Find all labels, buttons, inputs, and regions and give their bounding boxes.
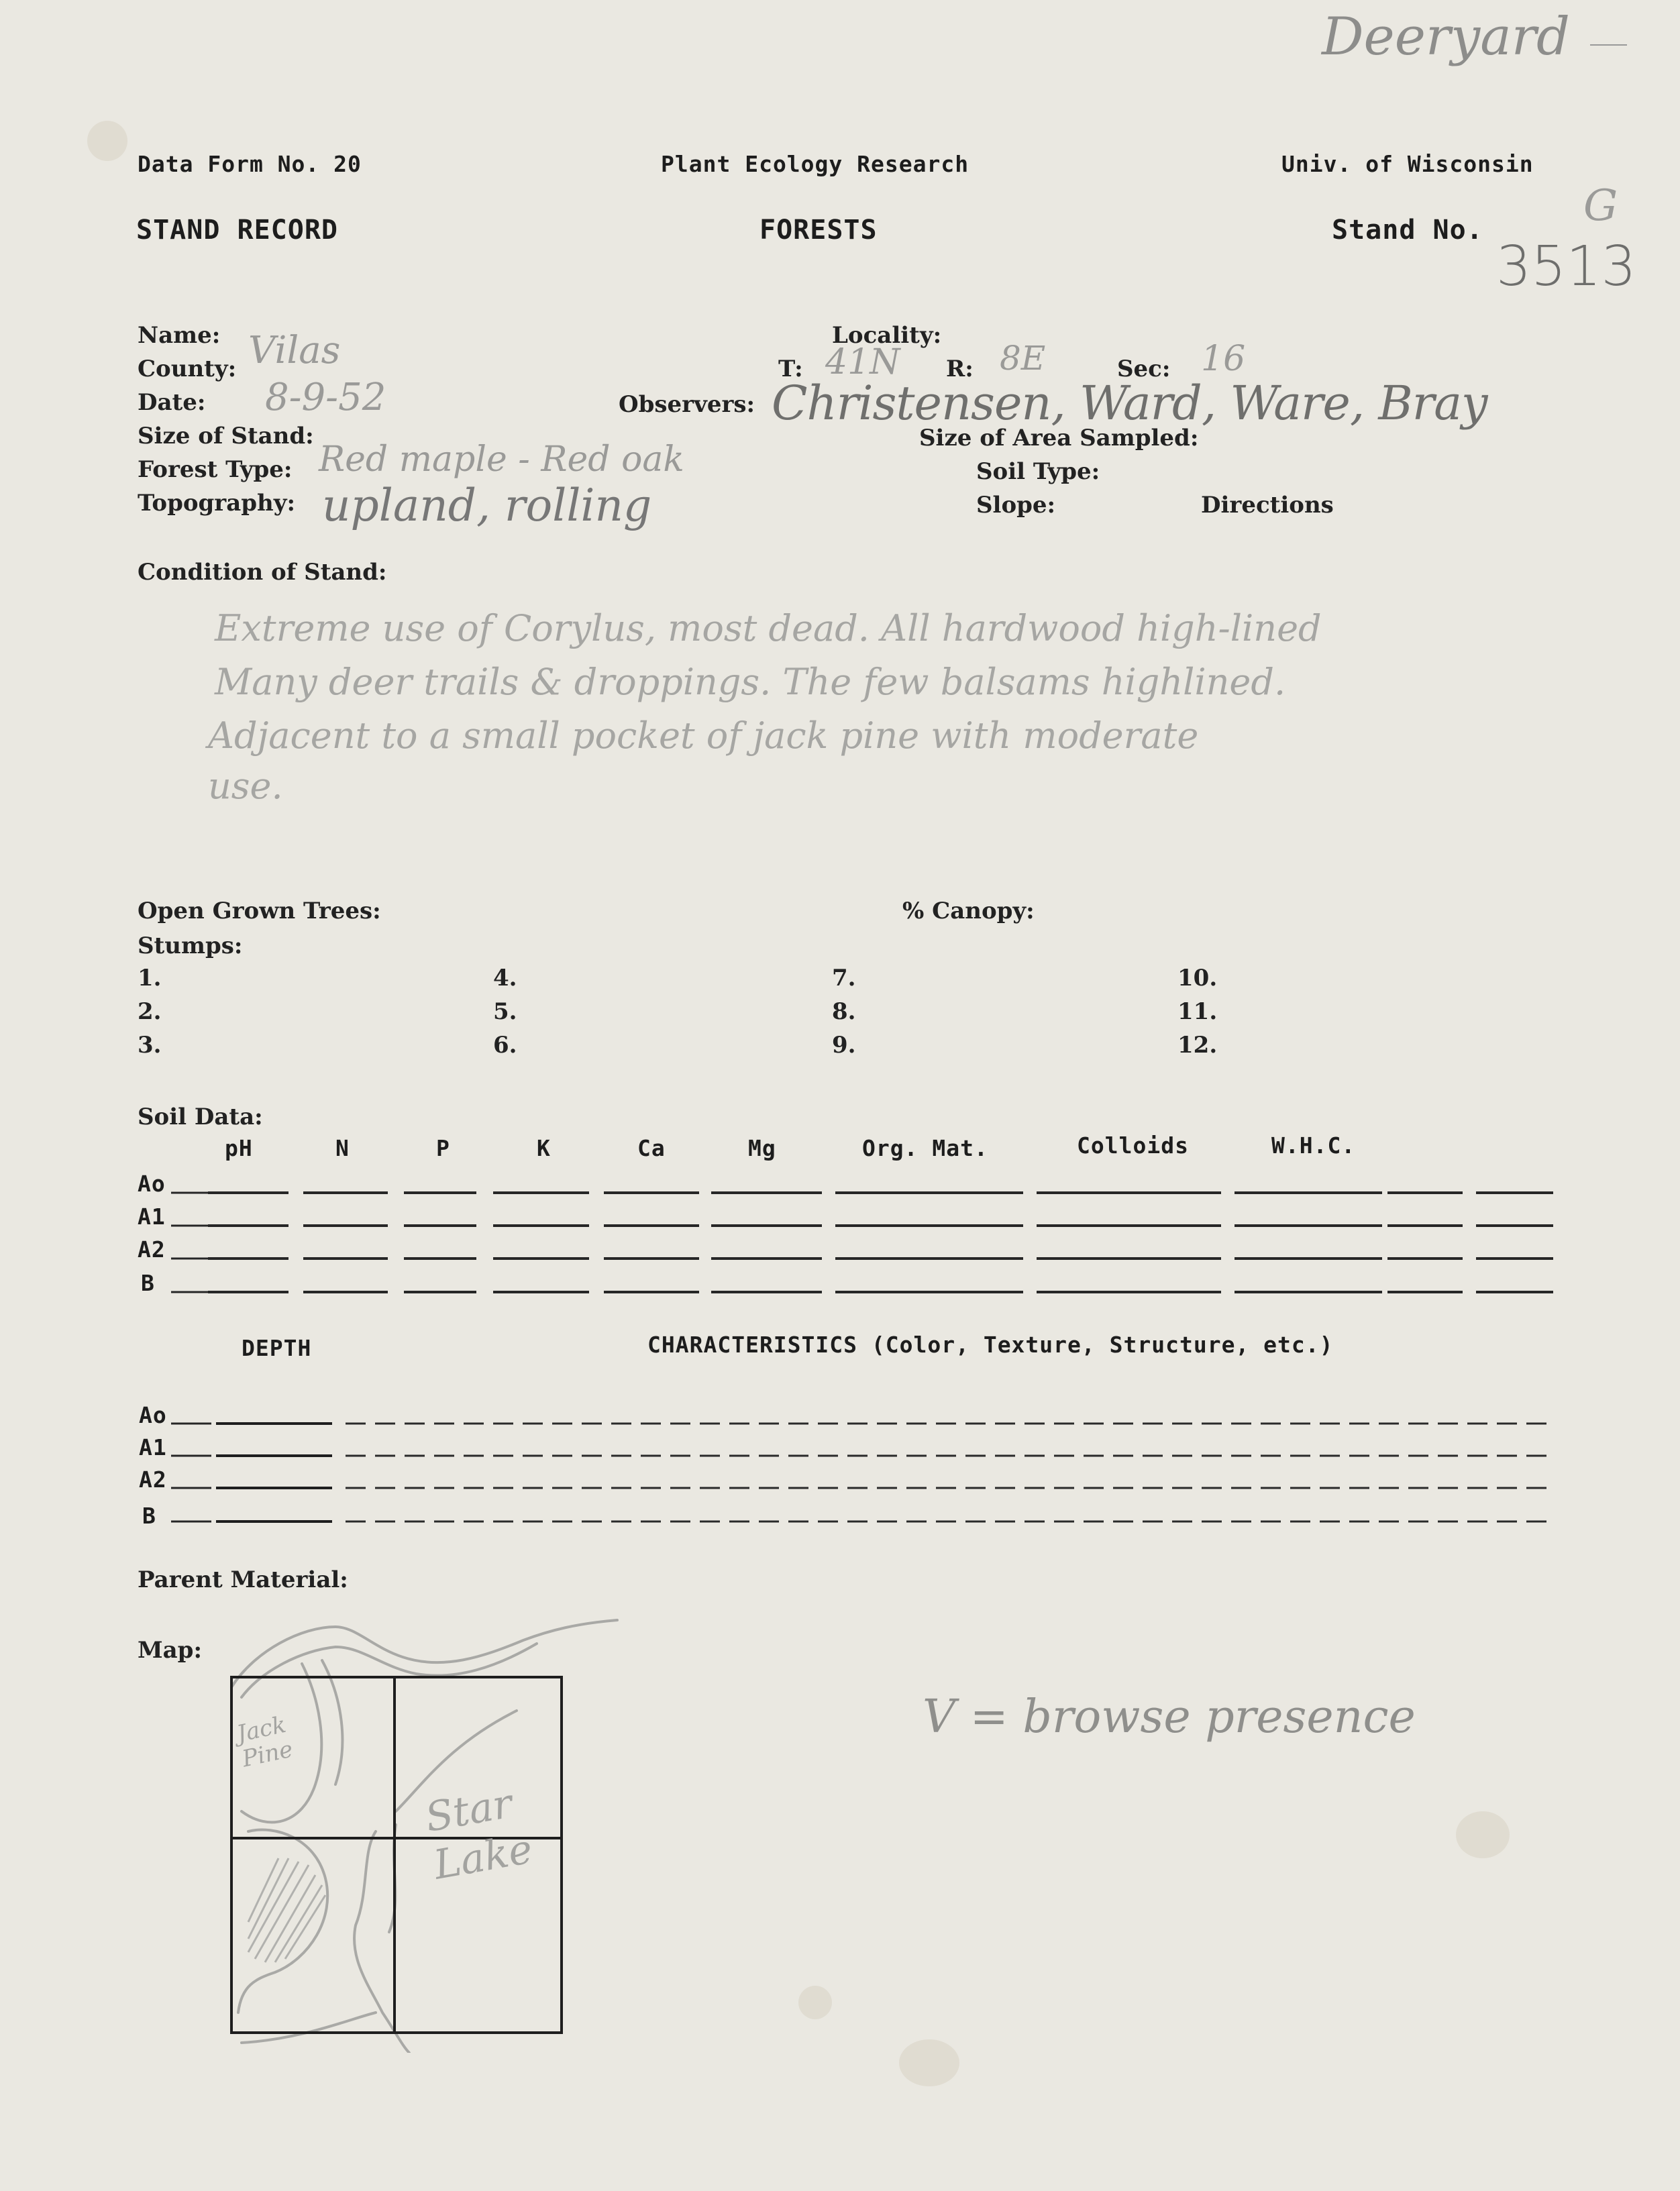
depth-row-label: Ao xyxy=(139,1402,167,1428)
soil-row-label: A2 xyxy=(138,1236,166,1263)
county-value: Vilas xyxy=(248,329,341,372)
range-label: R: xyxy=(946,356,974,382)
forest-type-label: Forest Type: xyxy=(138,456,293,483)
map-star-lake-label: Star Lake xyxy=(421,1780,536,1889)
soil-col-header: pH xyxy=(225,1135,253,1161)
depth-label: DEPTH xyxy=(242,1335,312,1361)
county-label: County: xyxy=(138,356,237,382)
stump-number: 11. xyxy=(1177,998,1218,1025)
stump-number: 5. xyxy=(493,998,517,1025)
date-label: Date: xyxy=(138,389,206,416)
observers-value: Christensen, Ward, Ware, Bray xyxy=(772,376,1487,431)
condition-line-2: Many deer trails & droppings. The few balsams highlined. xyxy=(215,661,1286,703)
form-number: Data Form No. 20 xyxy=(138,151,362,177)
soil-row-label: B xyxy=(141,1270,155,1296)
map-jack-pine-label: Jack Pine xyxy=(234,1711,295,1773)
soil-col-header: Org. Mat. xyxy=(862,1135,988,1161)
soil-col-header: Ca xyxy=(637,1135,666,1161)
browse-legend-note: V = browse presence xyxy=(923,1691,1416,1744)
stand-letter: G xyxy=(1583,181,1618,231)
stump-number: 1. xyxy=(138,965,162,992)
name-label: Name: xyxy=(138,322,221,349)
characteristics-label: CHARACTERISTICS (Color, Texture, Structure, etc.) xyxy=(647,1332,1334,1358)
forest-type-value: Red maple - Red oak xyxy=(319,439,684,480)
stump-number: 12. xyxy=(1177,1032,1218,1059)
slope-label: Slope: xyxy=(976,492,1056,519)
condition-line-3: Adjacent to a small pocket of jack pine with moderate xyxy=(208,714,1199,757)
township-value: 41N xyxy=(825,342,900,382)
condition-label: Condition of Stand: xyxy=(138,559,387,586)
depth-row-label: B xyxy=(142,1503,156,1529)
stump-number: 10. xyxy=(1177,965,1218,992)
stand-number-value: 3513 xyxy=(1496,235,1636,299)
stand-map-sketch xyxy=(201,1610,637,2053)
soil-col-header: P xyxy=(436,1135,450,1161)
locality-label: Locality: xyxy=(832,322,942,349)
stump-number: 6. xyxy=(493,1032,517,1059)
stump-number: 4. xyxy=(493,965,517,992)
condition-line-1: Extreme use of Corylus, most dead. All hardwood high-lined xyxy=(215,607,1322,649)
condition-line-4: use. xyxy=(208,765,283,807)
soil-row-label: Ao xyxy=(138,1171,166,1197)
open-grown-trees-label: Open Grown Trees: xyxy=(138,898,381,924)
organization: Plant Ecology Research xyxy=(661,151,969,177)
stand-number-label: Stand No. xyxy=(1332,215,1483,246)
soil-col-header: Colloids xyxy=(1077,1132,1189,1159)
range-value: 8E xyxy=(1000,339,1046,378)
parent-material-label: Parent Material: xyxy=(138,1566,348,1593)
canopy-label: % Canopy: xyxy=(902,898,1035,924)
corner-note-deeryard: Deeryard xyxy=(1322,7,1570,67)
depth-row-label: A1 xyxy=(139,1434,167,1460)
university: Univ. of Wisconsin xyxy=(1281,151,1534,177)
soil-col-header: K xyxy=(537,1135,551,1161)
depth-row-label: A2 xyxy=(139,1466,167,1493)
size-of-stand-label: Size of Stand: xyxy=(138,423,314,449)
directions-label: Directions xyxy=(1201,492,1334,519)
stump-number: 2. xyxy=(138,998,162,1025)
stump-number: 9. xyxy=(832,1032,856,1059)
topography-label: Topography: xyxy=(138,490,296,517)
soil-data-label: Soil Data: xyxy=(138,1104,263,1130)
section-value: 16 xyxy=(1201,339,1246,379)
date-value: 8-9-52 xyxy=(265,376,386,419)
soil-row-label: A1 xyxy=(138,1204,166,1230)
stump-number: 8. xyxy=(832,998,856,1025)
form-type: FORESTS xyxy=(759,215,878,246)
soil-col-header: N xyxy=(335,1135,350,1161)
size-of-area-label: Size of Area Sampled: xyxy=(919,425,1199,451)
stumps-label: Stumps: xyxy=(138,932,243,959)
section-label: Sec: xyxy=(1117,356,1171,382)
observers-label: Observers: xyxy=(619,391,755,418)
stump-number: 3. xyxy=(138,1032,162,1059)
soil-col-header: Mg xyxy=(748,1135,776,1161)
soil-col-header: W.H.C. xyxy=(1271,1132,1356,1159)
township-label: T: xyxy=(778,356,803,382)
map-label: Map: xyxy=(138,1637,202,1664)
soil-type-label: Soil Type: xyxy=(976,458,1100,485)
stump-number: 7. xyxy=(832,965,856,992)
topography-value: upland, rolling xyxy=(322,480,652,531)
record-title: STAND RECORD xyxy=(136,215,338,246)
